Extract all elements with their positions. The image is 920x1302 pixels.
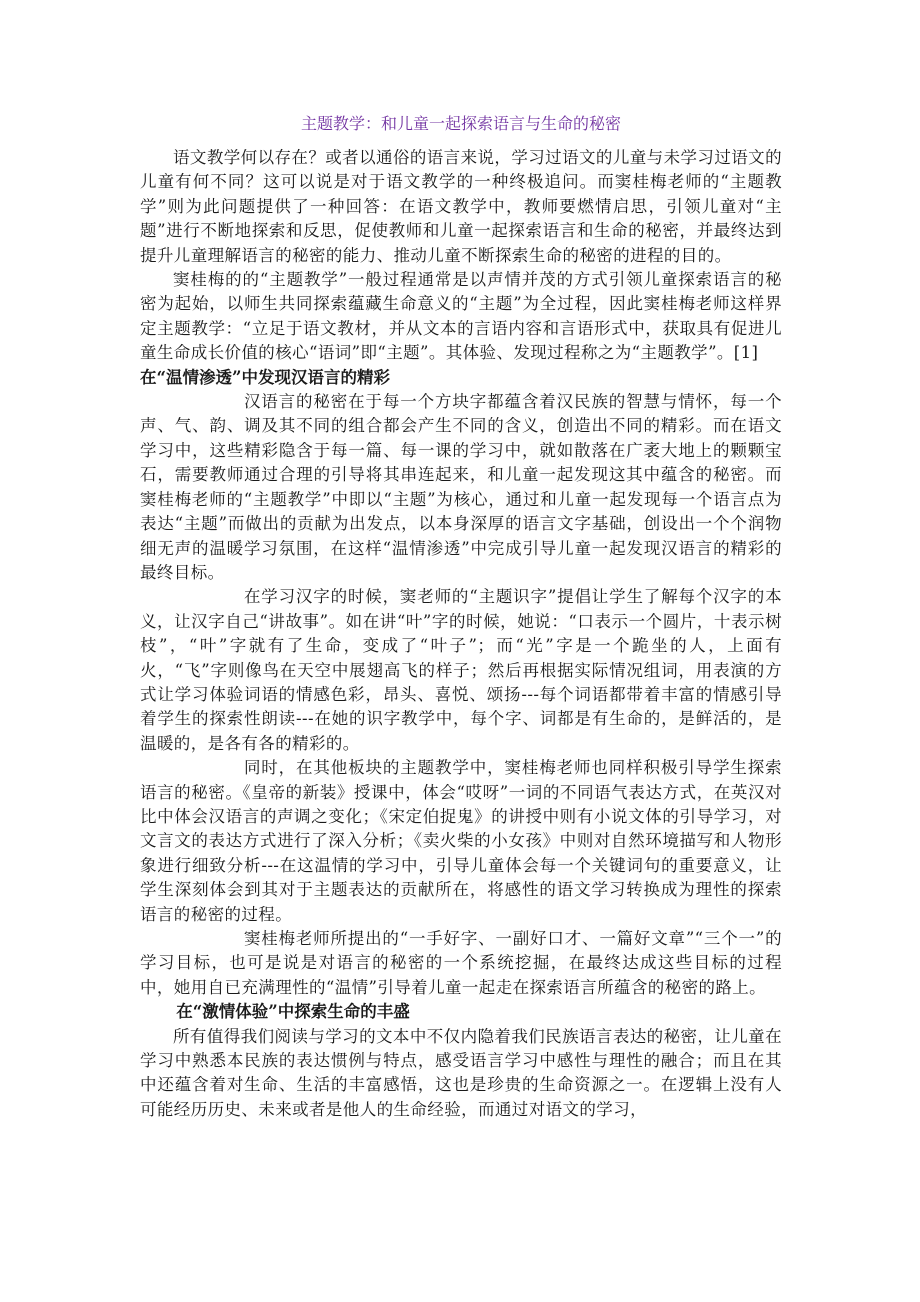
section2-heading: 在“激情体验”中探索生命的丰盛 <box>176 1002 410 1022</box>
section1-paragraph-1: 汉语言的秘密在于每一个方块字都蕴含着汉民族的智慧与情怀，每一个声、气、韵、调及其不同的组合都会产生不同的含义，创造出不同的精彩。而在语文学习中，这些精彩隐含于每一篇、每一课的学习中，就如散落在广袤大地上的颗颗宝石，需要教师通过合理的引导将其串连起来，和儿童一起发现这其中蕴含的秘密。而窦桂梅老师的“主题教学”中即以“主题”为核心，通过和儿童一起发现每一个语言点为表达“主题”而做出的贡献为出发点，以本身深厚的语言文字基础，创设出一个个润物细无声的温暖学习氛围，在这样“温情渗透”中完成引导儿童一起发现汉语言的精彩的最终目标。 <box>140 392 782 582</box>
document-page <box>140 112 782 1122</box>
section1-paragraph-3: 同时，在其他板块的主题教学中，窦桂梅老师也同样积极引导学生探索语言的秘密。《皇帝的新装》授课中，体会“哎呀”一词的不同语气表达方式，在英汉对比中体会汉语言的声调之变化；《宋定伯捉鬼》的讲授中则有小说文体的引导学习，对文言文的表达方式进行了深入分析；《卖火柴的小女孩》中则对自然环境描写和人物形象进行细致分析---在这温情的学习中，引导儿童体会每一个关键词句的重要意义，让学生深刻体会到其对于主题表达的贡献所在，将感性的语文学习转换成为理性的探索语言的秘密的过程。 <box>140 758 782 924</box>
intro-paragraph-1: 语文教学何以存在？或者以通俗的语言来说，学习过语文的儿童与未学习过语文的儿童有何不同？这可以说是对于语文教学的一种终极追问。而窦桂梅老师的“主题教学”则为此问题提供了一种回答：在语文教学中，教师要燃情启思，引领儿童对“主题”进行不断地探索和反思，促使教师和儿童一起探索语言和生命的秘密，并最终达到提升儿童理解语言的秘密的能力、推动儿童不断探索生命的秘密的进程的目的。 <box>140 148 782 265</box>
section2-paragraph-1: 所有值得我们阅读与学习的文本中不仅内隐着我们民族语言表达的秘密，让儿童在学习中熟悉本民族的表达惯例与特点，感受语言学习中感性与理性的融合；而且在其中还蕴含着对生命、生活的丰富感悟，这也是珍贵的生命资源之一。在逻辑上没有人可能经历历史、未来或者是他人的生命经验，而通过对语文的学习， <box>140 1026 782 1119</box>
section1-paragraph-4: 窦桂梅老师所提出的“一手好字、一副好口才、一篇好文章”“三个一”的学习目标，也可是说是对语言的秘密的一个系统挖掘，在最终达成这些目标的过程中，她用自已充满理性的“温情”引导着儿童一起走在探索语言所蕴含的秘密的路上。 <box>140 929 782 997</box>
section1-heading: 在“温情渗透”中发现汉语言的精彩 <box>140 367 390 387</box>
section1-paragraph-2: 在学习汉字的时候，窦老师的“主题识字”提倡让学生了解每个汉字的本义，让汉字自己“讲故事”。如在讲“叶”字的时候，她说：“口表示一个圆片，十表示树枝”，“叶”字就有了生命，变成了“叶子”；而“光”字是一个跪坐的人，上面有火，“飞”字则像鸟在天空中展翅高飞的样子；然后再根据实际情况组词，用表演的方式让学习体验词语的情感色彩，昂头、喜悦、颂扬---每个词语都带着丰富的情感引导着学生的探索性朗读---在她的识字教学中，每个字、词都是有生命的，是鲜活的，是温暖的，是各有各的精彩的。 <box>140 587 782 753</box>
intro-paragraph-2: 窦桂梅的的“主题教学”一般过程通常是以声情并茂的方式引领儿童探索语言的秘密为起始，以师生共同探索蕴藏生命意义的“主题”为全过程，因此窦桂梅老师这样界定主题教学：“立足于语文教材，并从文本的言语内容和言语形式中，获取具有促进儿童生命成长价值的核心“语词”即“主题”。其体验、发现过程称之为“主题教学”。[1] <box>140 270 782 363</box>
document-title: 主题教学：和儿童一起探索语言与生命的秘密 <box>300 114 621 133</box>
